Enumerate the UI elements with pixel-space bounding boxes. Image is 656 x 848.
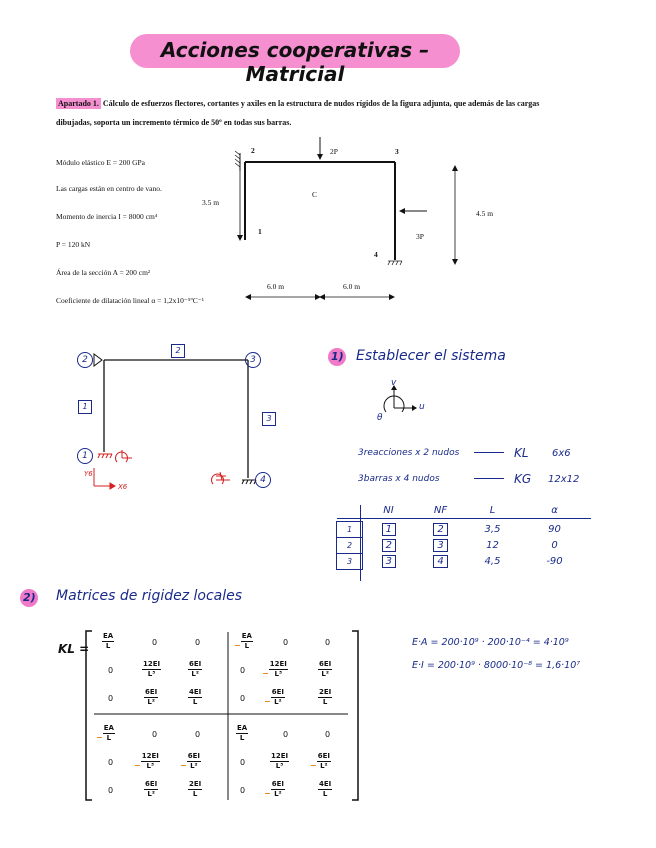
frac-num: 12EI xyxy=(269,660,287,668)
fig-h-right: 4.5 m xyxy=(476,209,494,218)
frac-num: 12EI xyxy=(143,660,161,668)
table-header: α xyxy=(551,505,558,516)
row-nf: 3 xyxy=(433,539,447,552)
m-r6c5 xyxy=(264,780,285,799)
ea-equation: E·A = 200·10⁹ · 200·10⁻⁴ = 4·10⁹ xyxy=(412,637,569,648)
frac-den: L³ xyxy=(146,762,155,770)
sketch-label-y6: Y6 xyxy=(84,470,93,478)
axis-theta-label: θ xyxy=(377,413,383,423)
row-l: 4,5 xyxy=(484,556,501,567)
row2-arrow xyxy=(474,478,504,479)
ei-equation: E·I = 200·10⁹ · 8000·10⁻⁸ = 1,6·10⁷ xyxy=(412,660,581,671)
frac-den: L³ xyxy=(274,670,283,678)
minus-sign: − xyxy=(180,761,187,770)
row-l: 3,5 xyxy=(484,524,501,535)
row2-right: 12x12 xyxy=(548,474,580,485)
m-r3c6 xyxy=(318,688,332,707)
frac-num: 6EI xyxy=(271,688,284,696)
minus-sign: − xyxy=(234,641,241,650)
frac-den: L² xyxy=(274,790,282,798)
m-r5c6 xyxy=(310,752,331,771)
m-r5c3 xyxy=(180,752,201,771)
fig-node-4: 4 xyxy=(374,250,378,259)
m-r4c5: 0 xyxy=(283,730,289,739)
sketch-node-1: 1 xyxy=(77,448,93,464)
sketch-bar-2: 2 xyxy=(171,344,185,358)
sketch-node-2: 2 xyxy=(77,352,93,368)
frac-num: 6EI xyxy=(317,752,330,760)
data-item: Momento de inercia I = 8000 cm⁴ xyxy=(56,212,158,221)
frac-num: 6EI xyxy=(319,660,332,668)
row-ni: 2 xyxy=(382,539,396,552)
m-r5c1: 0 xyxy=(108,758,114,767)
m-r1c4 xyxy=(234,632,253,651)
frac-num: 6EI xyxy=(145,780,158,788)
row-id: 2 xyxy=(337,538,363,554)
fig-load-2p: 2P xyxy=(330,147,338,156)
m-r6c2 xyxy=(144,780,158,799)
m-r4c1 xyxy=(96,724,115,743)
frac-den: L² xyxy=(274,698,282,706)
structure-figure xyxy=(195,135,485,310)
m-r3c4: 0 xyxy=(240,694,246,703)
minus-sign: − xyxy=(264,697,271,706)
minus-sign: − xyxy=(262,669,269,678)
axis-u-label: u xyxy=(419,402,425,412)
frac-num: 2EI xyxy=(189,780,202,788)
frac-den: L xyxy=(322,790,328,798)
m-r5c2 xyxy=(134,752,160,771)
m-r1c5: 0 xyxy=(283,638,289,647)
m-r6c4: 0 xyxy=(240,786,246,795)
minus-sign: − xyxy=(264,789,271,798)
table-row xyxy=(337,538,591,554)
row-a: -90 xyxy=(546,556,563,567)
data-item: Coeficiente de dilatación lineal α = 1,2x10⁻⁵ºC⁻¹ xyxy=(56,296,205,305)
minus-sign: − xyxy=(96,733,103,742)
m-r5c5 xyxy=(270,752,289,771)
m-r1c6: 0 xyxy=(325,638,331,647)
table-row xyxy=(337,522,591,538)
row1-arrow xyxy=(474,452,504,453)
minus-sign: − xyxy=(310,761,317,770)
matrix-frame xyxy=(82,628,362,804)
frac-num: 6EI xyxy=(187,752,200,760)
row1-mid: KL xyxy=(514,446,529,460)
sketch-node-4: 4 xyxy=(255,472,271,488)
m-r5c4: 0 xyxy=(240,758,246,767)
minus-sign: − xyxy=(134,761,141,770)
frac-den: L² xyxy=(191,670,199,678)
data-item: Las cargas están en centro de vano. xyxy=(56,184,162,193)
frac-num: EA xyxy=(103,632,114,640)
row-nf: 2 xyxy=(433,523,447,536)
row-ni: 1 xyxy=(382,523,396,536)
row-ni: 3 xyxy=(382,555,396,568)
frac-num: 6EI xyxy=(189,660,202,668)
table-header: NF xyxy=(433,505,448,516)
frac-den: L xyxy=(106,734,112,742)
data-item: Módulo elástico E = 200 GPa xyxy=(56,158,146,167)
m-r4c6: 0 xyxy=(325,730,331,739)
m-r2c1: 0 xyxy=(108,666,114,675)
frac-num: 2EI xyxy=(319,688,332,696)
row2-left: 3barras x 4 nudos xyxy=(358,474,440,484)
row-nf: 4 xyxy=(433,555,447,568)
frac-den: L² xyxy=(320,762,328,770)
table-header: L xyxy=(489,505,496,516)
step2-number: 2) xyxy=(23,591,36,604)
table-header-row xyxy=(337,503,591,519)
sketch-node-3: 3 xyxy=(245,352,261,368)
frac-den: L³ xyxy=(275,762,284,770)
kl-label: KL = xyxy=(58,642,90,656)
m-r4c4 xyxy=(236,724,248,743)
table-row xyxy=(337,554,591,570)
frac-num: 4EI xyxy=(189,688,202,696)
data-item: Área de la sección A = 200 cm² xyxy=(56,268,151,277)
data-item: P = 120 kN xyxy=(56,240,91,249)
fig-load-3p: 3P xyxy=(416,232,424,241)
fig-w1: 6.0 m xyxy=(267,282,285,291)
frac-den: L xyxy=(322,698,328,706)
sketch-bar-1: 1 xyxy=(78,400,92,414)
m-r6c3 xyxy=(188,780,202,799)
m-r4c3: 0 xyxy=(195,730,201,739)
fig-node-3: 3 xyxy=(395,147,399,156)
m-r2c6 xyxy=(318,660,332,679)
frac-num: EA xyxy=(103,724,114,732)
row1-left: 3reacciones x 2 nudos xyxy=(358,448,460,458)
m-r2c5 xyxy=(262,660,288,679)
table-header: NI xyxy=(383,505,394,516)
frac-den: L² xyxy=(147,790,155,798)
step1-title: Establecer el sistema xyxy=(356,348,506,364)
row-id: 1 xyxy=(337,522,363,538)
frac-den: L xyxy=(239,734,245,742)
m-r6c6 xyxy=(318,780,332,799)
frac-num: EA xyxy=(241,632,252,640)
table-vline xyxy=(360,505,361,581)
m-r2c2 xyxy=(142,660,161,679)
frac-den: L² xyxy=(190,762,198,770)
m-r1c1 xyxy=(102,632,114,651)
row-id: 3 xyxy=(337,554,363,570)
apartado-text xyxy=(56,94,636,132)
frac-num: 4EI xyxy=(319,780,332,788)
m-r1c3: 0 xyxy=(195,638,201,647)
frac-den: L² xyxy=(147,698,155,706)
m-r3c5 xyxy=(264,688,285,707)
fig-h-left: 3.5 m xyxy=(202,198,220,207)
frac-den: L xyxy=(105,642,111,650)
step2-title: Matrices de rigidez locales xyxy=(56,588,243,604)
sketch-label-x6: X6 xyxy=(118,483,128,491)
bar-table xyxy=(336,503,591,570)
row-a: 0 xyxy=(551,540,558,551)
apartado-line1: Cálculo de esfuerzos flectores, cortantes y axiles en la estructura de nudos rígidos de la figura adjunta, que además de las cargas xyxy=(100,99,540,108)
frac-den: L xyxy=(244,642,250,650)
m-r1c2: 0 xyxy=(152,638,158,647)
row1-right: 6x6 xyxy=(552,448,571,459)
apartado-label: Apartado 1. xyxy=(58,99,99,108)
m-r2c3 xyxy=(188,660,202,679)
m-r3c3 xyxy=(188,688,202,707)
fig-node-1: 1 xyxy=(258,227,262,236)
row-a: 90 xyxy=(548,524,561,535)
frac-den: L³ xyxy=(147,670,156,678)
row2-mid: KG xyxy=(514,472,532,486)
m-r2c4: 0 xyxy=(240,666,246,675)
step1-number: 1) xyxy=(331,350,344,363)
m-r4c2: 0 xyxy=(152,730,158,739)
frac-num: 6EI xyxy=(145,688,158,696)
frac-num: 6EI xyxy=(271,780,284,788)
frac-den: L xyxy=(192,698,198,706)
m-r3c2 xyxy=(144,688,158,707)
page-title: Acciones cooperativas – Matricial xyxy=(160,38,430,86)
m-r3c1: 0 xyxy=(108,694,114,703)
sketch-bar-3: 3 xyxy=(262,412,276,426)
frac-num: EA xyxy=(237,724,248,732)
fig-w2: 6.0 m xyxy=(343,282,361,291)
fig-center-c: C xyxy=(312,190,318,199)
fig-node-2: 2 xyxy=(251,146,255,155)
frac-num: 12EI xyxy=(141,752,159,760)
frac-num: 12EI xyxy=(271,752,289,760)
frac-den: L² xyxy=(321,670,329,678)
axis-v-label: v xyxy=(391,378,397,388)
frac-den: L xyxy=(192,790,198,798)
row-l: 12 xyxy=(486,540,499,551)
m-r6c1: 0 xyxy=(108,786,114,795)
apartado-line2: dibujadas, soporta un incremento térmico de 50º en todas sus barras. xyxy=(56,118,292,127)
